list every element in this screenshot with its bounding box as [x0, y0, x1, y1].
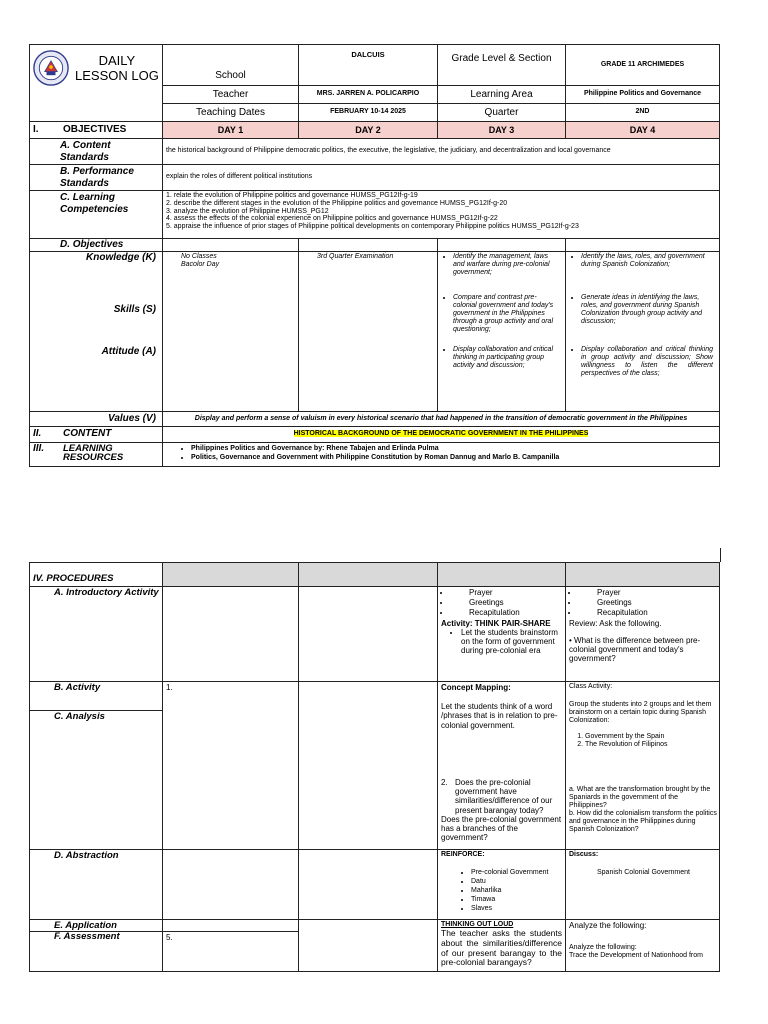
content-text: HISTORICAL BACKGROUND OF THE DEMOCRATIC GOVERNMENT IN THE PHILIPPINES	[293, 429, 589, 437]
day4-activity-title: Class Activity:	[569, 683, 613, 690]
day1-assessment: 5.	[166, 933, 173, 942]
day2-activity	[299, 682, 438, 850]
day3-abstraction-title: REINFORCE:	[441, 851, 485, 858]
procedures-day1-header	[163, 563, 299, 587]
area-value: Philippine Politics and Governance	[566, 86, 720, 104]
day3-analysis-question-2: Does the pre-colonial government has a branches of the government?	[441, 814, 562, 843]
day3-intro-item: • Prayer	[451, 588, 562, 597]
day3-activity	[438, 682, 566, 850]
activity-label: B. Activity	[30, 682, 162, 711]
day3-application	[438, 920, 566, 972]
performance-standards-text: explain the roles of different political institutions	[163, 165, 720, 191]
day3-abstraction-item: • Pre-colonial Government	[471, 869, 562, 877]
header-blank-cell	[30, 104, 163, 122]
application-label: E. Application	[30, 920, 162, 932]
day4-abstraction-text: Spanish Colonial Government	[597, 869, 690, 877]
competency-item: 3. analyze the evolution of Philippine HUMSS_PG12	[166, 207, 329, 215]
day4-attitude: • Display collaboration and critical thinking in group activity and discussion; Show willingness to listen the different perspectives of the class;	[581, 346, 713, 378]
day3-application-title: THINKING OUT LOUD	[441, 921, 514, 928]
day3-intro-activity: Activity: THINK PAIR-SHARE	[441, 618, 551, 628]
learning-competencies-label: C. Learning Competencies	[30, 191, 163, 239]
day3-objectives	[438, 252, 566, 412]
procedures-day3-header	[438, 563, 566, 587]
lesson-log-top-table	[29, 44, 720, 467]
day3-intro-item: • Recapitulation	[451, 608, 562, 617]
ksa-labels-cell	[30, 252, 163, 412]
day3-activity-text: Let the students think of a word /phrases that is in relation to pre-colonial government.	[441, 702, 558, 730]
day4-intro	[566, 587, 720, 682]
day1-application-assessment	[163, 920, 299, 972]
dates-value: FEBRUARY 10-14 2025	[299, 104, 438, 122]
day4-assessment-1: Analyze the following:	[569, 944, 637, 952]
day4-intro-item: • Greetings	[579, 598, 716, 607]
day4-intro-item: • Recapitulation	[579, 608, 716, 617]
day2-application	[299, 920, 438, 972]
teacher-label: Teacher	[163, 86, 299, 104]
day3-analysis-num: 2.	[441, 778, 448, 787]
day3-attitude: • Display collaboration and critical thinking in participating group activity and discussion;	[453, 346, 559, 370]
procedures-heading: IV. PROCEDURES	[30, 563, 163, 587]
knowledge-label: Knowledge (K)	[86, 252, 156, 263]
attitude-label: Attitude (A)	[101, 346, 156, 357]
resources-heading	[30, 442, 163, 466]
day4-activity	[566, 682, 720, 850]
content-standards-text: the historical background of Philippine democratic politics, the executive, the legislative, the judiciary, and decentralization and local governance	[163, 139, 720, 165]
dates-label: Teaching Dates	[163, 104, 299, 122]
resources-label: LEARNING RESOURCES	[63, 442, 124, 464]
competency-item: 4. assess the effects of the colonial experience on Philippine politics and governance HUMSS_PG12If-g-22	[166, 215, 498, 223]
intro-activity-label: A. Introductory Activity	[30, 587, 163, 682]
day4-abstraction	[566, 850, 720, 920]
abstraction-label: D. Abstraction	[30, 850, 163, 920]
day4-assessment-2: Trace the Development of Nationhood from	[569, 952, 703, 960]
day4-activity-item: 1. Government by the Spain	[585, 733, 716, 741]
header-logo-cell	[30, 45, 163, 104]
day4-abstraction-title: Discuss:	[569, 851, 599, 858]
day-4-header: DAY 4	[566, 122, 720, 139]
day1-application	[163, 920, 298, 932]
day4-objectives	[566, 252, 720, 412]
day3-intro-bullet: • Let the students brainstorm on the form of government during pre-colonial era	[461, 628, 562, 656]
procedures-day2-header	[299, 563, 438, 587]
day-2-header: DAY 2	[299, 122, 438, 139]
day4-analysis-b: b. How did the colonialism transform the politics and governance in the Philippines during Spanish Colonization?	[569, 810, 717, 834]
day3-abstraction-item: • Slaves	[471, 905, 562, 913]
day4-intro-review: Review: Ask the following.	[569, 618, 662, 628]
day3-skills: • Compare and contrast pre-colonial government and today's government in the Philippines through a group activity and oral questioning;	[453, 294, 559, 334]
content-text-cell	[163, 426, 720, 442]
blank-cell	[163, 239, 299, 252]
day2-objectives	[299, 252, 438, 412]
content-heading	[30, 426, 163, 442]
day3-abstraction-item: • Timawa	[471, 896, 562, 904]
application-assessment-labels	[30, 920, 163, 972]
values-text: Display and perform a sense of valuism in every historical scenario that had happened in the transition of democratic government in the Philippines	[163, 412, 720, 427]
day1-activity: 1.	[163, 682, 299, 850]
day4-intro-question: • What is the difference between pre-colonial government and today's government?	[569, 635, 701, 664]
analysis-label: C. Analysis	[54, 711, 105, 722]
day1-intro	[163, 587, 299, 682]
day1-note-1: No Classes	[181, 253, 217, 260]
resource-item: • Philippines Politics and Governance by: Rhene Tabajen and Erlinda Pulma	[191, 445, 716, 453]
grade-value: GRADE 11 ARCHIMEDES	[566, 45, 720, 86]
header-title-line1: DAILY	[98, 53, 136, 68]
values-label: Values (V)	[30, 412, 163, 427]
content-num: II.	[33, 428, 42, 440]
skills-label: Skills (S)	[113, 304, 156, 315]
day4-activity-text: Group the students into 2 groups and let them brainstorm on a certain topic during Spanish Colonization:	[569, 701, 712, 725]
blank-cell	[566, 239, 720, 252]
resources-num: III.	[33, 442, 45, 454]
teacher-value: MRS. JARREN A. POLICARPIO	[299, 86, 438, 104]
grade-label: Grade Level & Section	[438, 45, 566, 86]
day-3-header: DAY 3	[438, 122, 566, 139]
day4-activity-item: 2. The Revolution of Filipinos	[585, 741, 716, 749]
day3-activity-title: Concept Mapping:	[441, 683, 511, 692]
procedures-day4-header	[566, 563, 720, 587]
lesson-log-procedures-table	[29, 562, 720, 972]
d-objectives-label: D. Objectives	[30, 239, 163, 252]
assessment-label: F. Assessment	[54, 931, 120, 942]
competency-item: 5. appraise the influence of prior stages of Philippine political developments on contemporary Philippine politics HUMSS_PG12If-g-23	[166, 223, 579, 231]
area-label: Learning Area	[438, 86, 566, 104]
performance-standards-label: B. Performance Standards	[30, 165, 163, 191]
day3-knowledge: • Identify the management, laws and warfare during pre-colonial government;	[453, 253, 559, 277]
day3-abstraction-item: • Datu	[471, 878, 562, 886]
day3-abstraction	[438, 850, 566, 920]
competency-item: 2. describe the different stages in the evolution of the Philippine politics and governance HUMSS_PG12If-g-20	[166, 199, 508, 207]
activity-analysis-labels	[30, 682, 163, 850]
blank-cell	[299, 239, 438, 252]
day3-analysis-question: Does the pre-colonial government have similarities/difference of our present barangay today?	[455, 778, 553, 815]
day4-skills: • Generate ideas in identifying the laws, roles, and government during Spanish Colonization through group activity and discussion;	[581, 294, 713, 326]
day1-note-2: Bacolor Day	[181, 261, 220, 269]
day4-knowledge: • Identify the laws, roles, and government during Spanish Colonization;	[581, 253, 713, 269]
objectives-num: I.	[33, 124, 39, 136]
day2-note: 3rd Quarter Examination	[317, 253, 394, 260]
quarter-value: 2ND	[566, 104, 720, 122]
day3-application-text: The teacher asks the students about the similarities/difference of our present barangay to the pre-colonial barangays?	[441, 928, 562, 968]
quarter-label: Quarter	[438, 104, 566, 122]
day4-application-text: Analyze the following:	[569, 921, 647, 930]
objectives-heading	[30, 122, 163, 139]
content-label: CONTENT	[63, 428, 112, 440]
day3-intro-item: • Greetings	[451, 598, 562, 607]
day3-abstraction-item: • Maharlika	[471, 887, 562, 895]
resources-list-cell	[163, 442, 720, 466]
day4-analysis-a: a. What are the transformation brought by the Spaniards in the government of the Philippines?	[569, 786, 711, 810]
school-value: DALCUIS	[299, 45, 438, 86]
resource-item: • Politics, Governance and Government with Philippine Constitution by Roman Dannug and Marlo B. Campanilla	[191, 454, 716, 462]
header-title-line2: LESSON LOG	[75, 67, 159, 83]
learning-competencies-list	[163, 191, 720, 239]
day4-intro-item: • Prayer	[579, 588, 716, 597]
day2-abstraction	[299, 850, 438, 920]
blank-cell	[438, 239, 566, 252]
competency-item: 1. relate the evolution of Philippine politics and governance HUMSS_PG12If-g-19	[166, 192, 418, 199]
page-divider-line	[720, 548, 721, 562]
school-label: School	[163, 45, 299, 86]
objectives-label: OBJECTIVES	[63, 124, 127, 136]
day2-intro	[299, 587, 438, 682]
day1-objectives	[163, 252, 299, 412]
deped-seal-icon	[33, 50, 69, 86]
day4-application	[566, 920, 720, 972]
content-standards-label: A. Content Standards	[30, 139, 163, 165]
day-1-header: DAY 1	[163, 122, 299, 139]
day3-intro	[438, 587, 566, 682]
day1-abstraction	[163, 850, 299, 920]
